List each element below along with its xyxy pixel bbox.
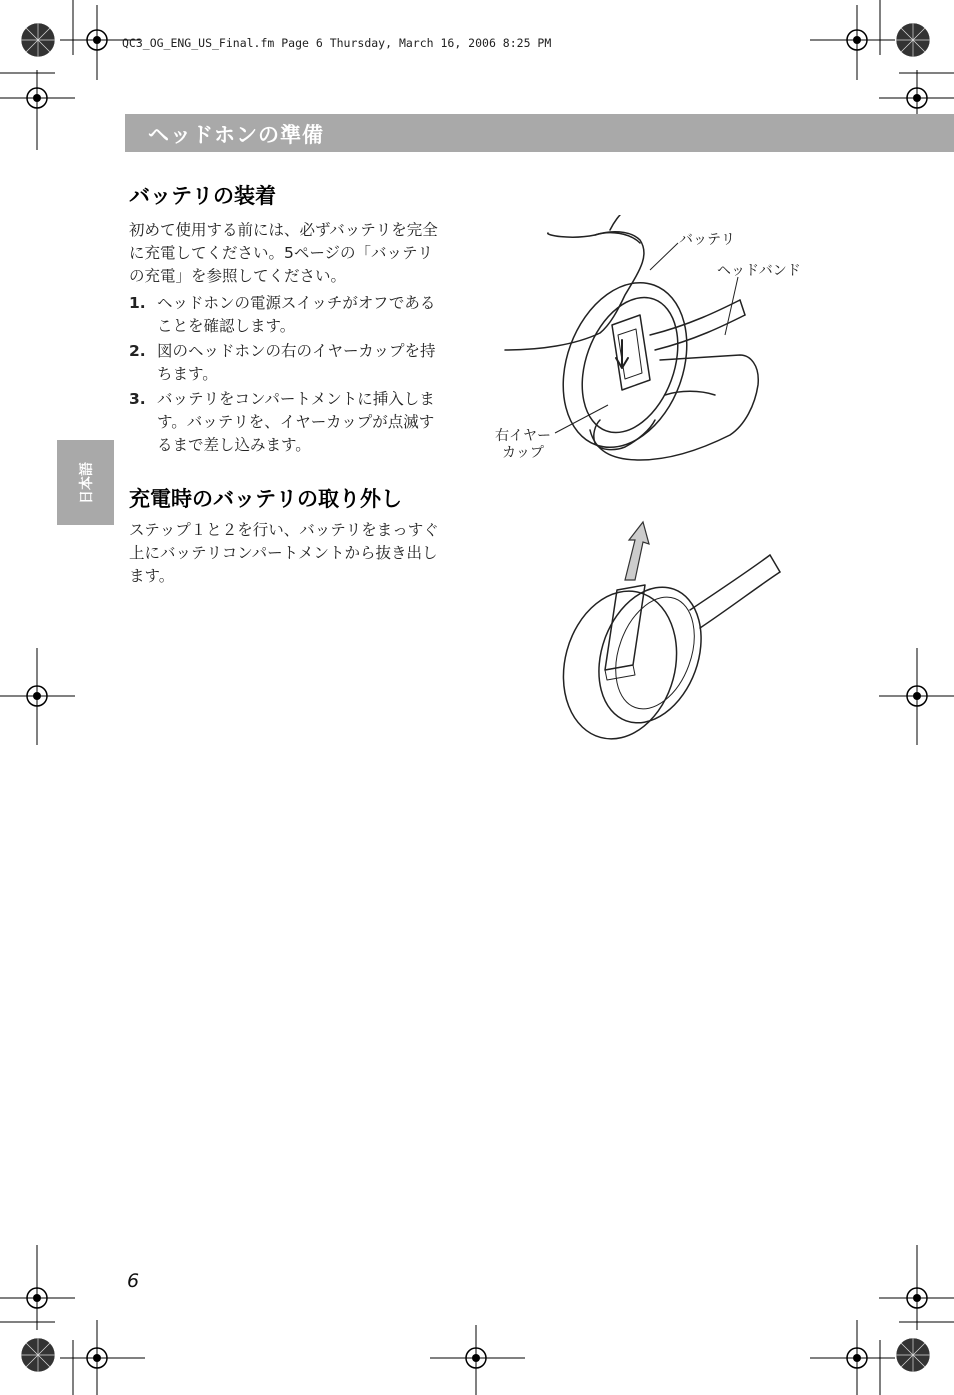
section1-heading: バッテリの装着: [129, 184, 276, 208]
step-line: ことを確認します。: [157, 317, 296, 335]
step-number: 3.: [129, 390, 146, 408]
language-tab-label: 日本語: [78, 461, 95, 504]
step-text: [157, 388, 489, 457]
intro-line: に充電してください。5ページの「バッテリ: [129, 244, 434, 262]
section2-heading: 充電時のバッテリの取り外し: [129, 487, 402, 511]
step-line: ちます。: [157, 365, 218, 383]
section2-line: ます。: [129, 567, 175, 585]
step-list: [129, 292, 489, 457]
step-line: バッテリをコンパートメントに挿入しま: [157, 390, 435, 408]
step-text: [157, 340, 489, 386]
intro-line: 初めて使用する前には、必ずバッテリを完全: [129, 221, 438, 239]
section2-text: [129, 519, 494, 588]
step-item: [129, 340, 489, 386]
label-earcup-line2: カップ: [502, 445, 544, 461]
label-battery: バッテリ: [679, 232, 735, 248]
step-number: 1.: [129, 294, 146, 312]
section2-line: 上にバッテリコンパートメントから抜き出し: [129, 544, 438, 562]
step-line: ヘッドホンの電源スイッチがオフである: [157, 294, 436, 312]
section2-line: ステップ１と２を行い、バッテリをまっすぐ: [129, 521, 439, 539]
label-headband: ヘッドバンド: [717, 263, 801, 279]
section-battery-remove: [129, 483, 494, 588]
step-line: 図のヘッドホンの右のイヤーカップを持: [157, 342, 436, 360]
intro-line: の充電」を参照してください。: [129, 267, 347, 285]
section1-intro: [129, 219, 489, 288]
step-item: [129, 388, 489, 457]
language-tab: [57, 440, 114, 525]
page-number: 6: [127, 1270, 140, 1292]
step-line: す。バッテリを、イヤーカップが点滅す: [157, 413, 435, 431]
step-line: るまで差し込みます。: [157, 436, 311, 454]
step-number: 2.: [129, 342, 146, 360]
banner-title: ヘッドホンの準備: [148, 123, 324, 147]
step-item: [129, 292, 489, 338]
step-text: [157, 292, 489, 338]
section-battery-install: [129, 180, 489, 457]
battery-remove-illustration: [555, 520, 795, 740]
label-earcup-line1: 右イヤー: [495, 428, 551, 444]
file-slug: QC3_OG_ENG_US_Final.fm Page 6 Thursday, March 16, 2006 8:25 PM: [122, 36, 552, 50]
